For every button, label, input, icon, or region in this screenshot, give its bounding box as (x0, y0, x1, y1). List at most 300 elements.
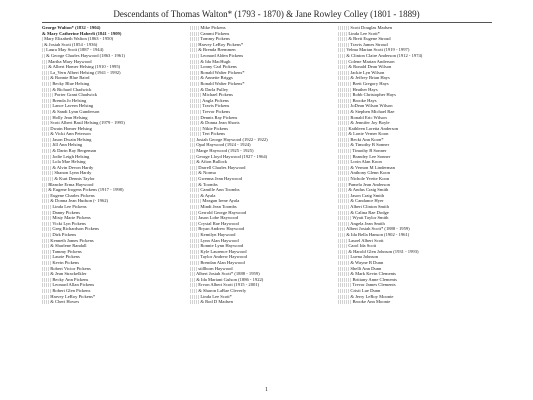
entry-name: Dwain Homer Helsing (50, 125, 92, 131)
entry-name: Kevin Pickens (52, 259, 80, 265)
entry-name: Ronald Eric Wilson (350, 114, 387, 120)
indent-bars: | | | | | | (338, 176, 351, 182)
indent-bars: | | | | | (42, 204, 53, 209)
indent-bars: | | | | | | (338, 114, 351, 120)
indent-bars: | | | | | (190, 187, 201, 193)
entry-name: & Cheri Howes (50, 299, 80, 305)
entry-name: & Kurt Dennis Taylor (54, 176, 95, 182)
entry-name: Robb Christopher Hays (352, 92, 396, 98)
entry-name: Lonny Carl Pickens (200, 64, 237, 70)
entry-name: Eugene Charles Pickens (50, 192, 95, 198)
entry-name: Kathleen Loretta Anderson (348, 125, 399, 131)
entry-name: & George Charles Haywood (1863 - 1961) (46, 52, 125, 58)
indent-bars: | | | | | (42, 254, 53, 260)
entry-name: Luena Johnson (350, 254, 379, 260)
entry-name: & Darin Ray Bergeman (52, 148, 97, 154)
entry-name: & Sharon LaRae Cleverly (198, 287, 247, 293)
indent-bars: | | | | (190, 170, 199, 176)
column-1 (42, 25, 192, 305)
entry-name: Kyle Laurence Haywood (200, 248, 247, 254)
genealogy-entry (42, 299, 192, 305)
indent-bars: | | | | | | (338, 159, 351, 165)
indent-bars: | | | | | | (338, 293, 351, 299)
indent-bars: | | | | | | | (338, 153, 353, 159)
indent-bars: | | | | | (42, 209, 53, 215)
indent-bars: | | | | | | | (338, 97, 353, 103)
entry-name: Cammi Pickens (200, 30, 230, 36)
indent-bars: | | | | (190, 41, 199, 47)
entry-name: Laurie Pickens (52, 254, 80, 260)
entry-name: Harvey LeRoy Pickens* (50, 293, 96, 299)
entry-name: & Alvin Devon Hardy (52, 164, 94, 170)
entry-name: JoDean Wilson Wilson (350, 103, 393, 109)
indent-bars: | | | | (42, 293, 51, 299)
indent-bars: | | | | | | (42, 176, 55, 182)
indent-bars: | | | (190, 153, 197, 159)
entry-name: Opal Haywood (1924 - 1924) (196, 142, 251, 148)
entry-name: Anthony Glenn Koon (350, 170, 390, 176)
entry-name: Cristi Lue Dunn (350, 287, 381, 293)
indent-bars: | | | | | (338, 131, 349, 137)
indent-bars: | | | | | (190, 204, 201, 209)
indent-bars: | | | (42, 64, 49, 70)
entry-name: Timothy B Sonner (352, 148, 387, 154)
indent-bars: | | | | | | | (338, 80, 353, 86)
indent-bars: | | | | | | (338, 142, 351, 148)
title-rule (42, 22, 492, 23)
entry-name: Dirk Pickens (52, 231, 77, 237)
entry-name: & Afton Bullock (196, 159, 228, 165)
entry-name: Laura May Scott (1887 - 1944) (46, 47, 104, 53)
entry-name: Angela Jean Smith (350, 220, 385, 226)
entry-name: Robert Victor Pickens (50, 265, 91, 271)
entry-name: Scott Douglas Madsen (350, 25, 393, 30)
indent-bars: | | | | | | (190, 103, 203, 109)
indent-bars: | | | | (190, 282, 199, 288)
indent-bars: | | | | | (190, 299, 201, 305)
entry-name: Kemilyn Haywood (200, 231, 236, 237)
indent-bars: | | | | | | (338, 41, 351, 47)
indent-bars: | | | | | (190, 36, 201, 42)
indent-bars: | | | | | | (338, 209, 351, 215)
entry-name: Jason Dwain Helsing (52, 136, 92, 142)
indent-bars: | (42, 41, 45, 47)
entry-name: Shanon Lynn Hardy (54, 170, 92, 176)
entry-name: Marge Haywood (1925 - 1925) (196, 148, 254, 154)
entry-name: Travis Pickens (202, 103, 230, 109)
indent-bars: | | | | | (42, 276, 53, 282)
indent-bars: | | | | | (190, 86, 201, 92)
entry-name: & Calina Rae Dodge (350, 209, 389, 215)
entry-name: Josiah George Haywood (1922 - 1922) (196, 136, 268, 142)
entry-name: George Lloyd Haywood (1927 - 1964) (196, 153, 268, 159)
indent-bars: | | | | | (42, 108, 53, 114)
indent-bars: | | | | | (42, 164, 53, 170)
entry-name: Jason Craig Smith (350, 192, 385, 198)
column-2 (190, 25, 340, 305)
entry-name: & Wayne B Dunn (350, 259, 384, 265)
indent-bars: | | | | | | (190, 131, 203, 137)
indent-bars: | | | | (42, 271, 51, 277)
indent-bars: | | | | | | | (338, 299, 353, 305)
indent-bars: | | | | (42, 125, 51, 131)
entry-name: & Josiah Scott (1854 - 1936) (44, 41, 98, 47)
entry-name: Albert Josiah Scott* (1888 - 1959) (195, 271, 260, 277)
indent-bars: | | | | | | (338, 254, 351, 260)
indent-bars: | | | | | (190, 58, 201, 64)
entry-name: & Vernon M Linderman (350, 164, 395, 170)
entry-name: Scott Albert Basil Helsing (1979 - 1995) (50, 120, 125, 126)
indent-bars: | | | | (42, 299, 51, 305)
entry-name: Mindi Jean Toombs (200, 204, 237, 209)
indent-bars: | | | | (338, 226, 347, 232)
entry-name: Becky Ann Pickens (52, 276, 89, 282)
entry-name: & Andus Craig Smith (348, 187, 389, 193)
entry-name: Velma Marian Scott (1919 - 1997) (346, 47, 410, 53)
indent-bars: | | | | | (338, 36, 349, 42)
entry-name: & Ida Mariani Gulson (1886 - 1922) (196, 276, 264, 282)
indent-bars: | | | | (338, 47, 347, 53)
entry-name: & Eugene Irogens Pickens (1917 - 1998) (48, 187, 124, 193)
entry-name: Wyatt Taylor Smith (352, 215, 389, 221)
indent-bars: | | | | | (190, 231, 201, 237)
indent-bars: | | | | | | | (338, 215, 353, 221)
indent-bars: | | | | | (190, 114, 201, 120)
indent-bars: | | | | | (42, 231, 53, 237)
indent-bars: | | | (190, 136, 197, 142)
indent-bars: | | | | | | (338, 259, 351, 265)
indent-bars: | | (42, 52, 47, 58)
indent-bars: | | | | | (190, 64, 201, 70)
entry-name: Martha Mary Haywood (48, 58, 92, 64)
entry-name: Trevor James Clements (352, 282, 396, 288)
indent-bars: | | | | | | | (338, 282, 353, 288)
indent-bars: | | | | | (42, 148, 53, 154)
page-title: Descendants of Thomas Walton* (1793 - 1870) & Jane Rowley Colley (1801 - 1889) (113, 9, 420, 19)
indent-bars: | | | | | (42, 215, 53, 221)
indent-bars: | | | | | | (338, 136, 351, 142)
entry-name: Linda Lee Pickens (52, 204, 87, 209)
indent-bars: | | | | | | | (338, 276, 353, 282)
indent-bars: | | | | | (42, 103, 53, 109)
entry-name: Tommy Pickens (200, 36, 230, 42)
entry-name: & Jennifer Joy Boyle (350, 120, 390, 126)
entry-name: & Toombs (198, 181, 218, 187)
entry-name: Colene Marian Anderson (348, 58, 395, 64)
entry-name: Lance Lavern Helsing (52, 103, 94, 109)
indent-bars: | | | | | | (338, 265, 351, 271)
entry-name: Holly Jean Helsing (52, 114, 88, 120)
entry-name: George Walton* (1832 - 1904) (42, 25, 101, 30)
indent-bars: | | | | | | (338, 120, 351, 126)
entry-name: La_Vern Albert Helsing (1941 - 1992) (50, 69, 121, 75)
entry-name: Jason Lobe Haywood (198, 215, 239, 221)
entry-name: Becki Ann Koon* (350, 136, 384, 142)
indent-bars: | | | | | (190, 237, 201, 243)
indent-bars: | | | | (42, 192, 51, 198)
indent-bars: | | | | | (338, 248, 349, 254)
indent-bars: | | | | | | (338, 25, 351, 30)
entry-name: Jill Ann Helsing (52, 142, 83, 148)
indent-bars: | | | | | (338, 181, 349, 187)
entry-name: & Brenda Bremmen (198, 47, 236, 53)
entry-name: Trevor Pickens (202, 108, 231, 114)
entry-name: Tammy Pickens (52, 248, 82, 254)
entry-name: Brett Gregory Hays (352, 80, 389, 86)
entry-name: Meagan Irene Ayala (202, 198, 240, 204)
entry-name: Mary Elizabeth Walton (1863 - 1950) (44, 36, 114, 42)
entry-name: Gerrold George Haywood (198, 209, 247, 215)
entry-name: Gwenna Jean Haywood (198, 176, 242, 182)
indent-bars: | | | | (42, 69, 51, 75)
entry-name: & Mark Kevin Clements (350, 271, 396, 277)
indent-bars: | | | | (338, 231, 347, 237)
entry-name: & Candance Hyer (350, 198, 384, 204)
indent-bars: | | | (190, 159, 197, 165)
entry-name: Ronnie Lynn Haywood (200, 243, 244, 249)
indent-bars: | | | | (42, 131, 51, 137)
indent-bars: | | | | (190, 164, 199, 170)
indent-bars: | | | | (190, 220, 199, 226)
entry-name: & Donna Jean Shorts (200, 120, 240, 126)
indent-bars: | | | | (42, 75, 51, 81)
entry-name: Jodie Leigh Helsing (52, 153, 90, 159)
indent-bars: | | | | (190, 47, 199, 53)
indent-bars: | | | | (42, 120, 51, 126)
indent-bars: | | | | (190, 265, 199, 271)
indent-bars: | | | | | (42, 282, 53, 288)
indent-bars: | | | (42, 187, 49, 193)
indent-bars: | | | | | (42, 220, 53, 226)
entry-name: & Rod D Madsen (200, 299, 233, 305)
indent-bars: | | | | | | (42, 92, 55, 98)
entry-name: Becky Blue Helsing (52, 80, 90, 86)
entry-name: & Jerry LeRoy Moonie (350, 293, 394, 299)
entry-name: Brendan Alan Haywood (200, 259, 245, 265)
entry-name: Dennis Ray Pickens (200, 114, 238, 120)
indent-bars: | | | | | | | (338, 148, 353, 154)
entry-name: & Albert Homer Helsing (1910 - 1995) (48, 64, 121, 70)
entry-name: Brooke Ann Moonie (352, 299, 391, 305)
indent-bars: | | | (190, 276, 197, 282)
entry-name: Blanche Erma Haywood (48, 181, 94, 187)
indent-bars: | | | | | (42, 248, 53, 254)
entry-name: Teri Pickens (202, 131, 226, 137)
entry-name: & Clinton Claire Anderson (1912 - 1974) (346, 52, 423, 58)
entry-name: Shelli Ann Dunn (350, 265, 382, 271)
indent-bars: | | | | | (190, 259, 201, 265)
entry-name: Greg Richardson Pickens (52, 226, 100, 232)
indent-bars: | | | | | (42, 97, 53, 103)
indent-bars: | | | | | (338, 187, 349, 193)
entry-name: Danny Pickens (52, 209, 81, 215)
entry-name: Heather Hays (352, 86, 378, 92)
entry-name: Porter Grant Chadwick (54, 92, 98, 98)
genealogy-entry (190, 299, 340, 305)
indent-bars: | | | | | (42, 153, 53, 159)
entry-name: Camille Ann Toombs (200, 187, 240, 193)
indent-bars: | | | (42, 181, 49, 187)
indent-bars: | | | (190, 271, 196, 277)
indent-bars: | | | | | | (338, 75, 351, 81)
indent-bars: | | | | | (42, 80, 53, 86)
entry-name: & Jean Strackelkler (50, 271, 87, 277)
indent-bars: | | | | | (190, 254, 201, 260)
entry-name: Leonard Alden Pickens (200, 52, 244, 58)
indent-bars: | | | | | (190, 248, 201, 254)
indent-bars: | | | | | (190, 120, 201, 126)
entry-name: Albert Josiah Scott* (1888 - 1959) (346, 226, 410, 232)
indent-bars: | | | | | | (338, 204, 351, 209)
indent-bars: | | | | | (42, 287, 53, 293)
indent-bars: | | | | | (42, 114, 53, 120)
entry-name: & Ida MacHugh (200, 58, 231, 64)
entry-name: Robert Glen Pickens (52, 287, 91, 293)
indent-bars: | | | | | | (190, 108, 203, 114)
indent-bars: | | | | | (338, 30, 349, 36)
entry-name: & Brett Eugene Stroud (348, 36, 391, 42)
indent-bars: | | | | | (190, 25, 201, 30)
entry-name: Linda Lee Scott* (348, 30, 380, 36)
entry-name: & Annette Briggs (200, 75, 233, 81)
entry-name: & Sandi Lynn Gunderson (52, 108, 100, 114)
indent-bars: | | | | | (42, 86, 53, 92)
entry-name: & Jeffrey Brian Hays (350, 75, 390, 81)
indent-bars: | | | | | | (190, 198, 203, 204)
entry-name: & Darla Pulley (200, 86, 229, 92)
indent-bars: | | | | | | (190, 125, 203, 131)
indent-bars: | | | | | (42, 259, 53, 265)
indent-bars: | | | | | | (338, 164, 351, 170)
indent-bars: | | | | (190, 287, 199, 293)
entry-name: & Richard Chadwick (52, 86, 92, 92)
indent-bars: | | | | (190, 209, 199, 215)
entry-name: Nikie Pickens (202, 125, 229, 131)
indent-bars: | | | | | (190, 192, 201, 198)
entry-name: Laurel Albert Scott (348, 237, 384, 243)
indent-bars: | | | | (190, 226, 199, 232)
entry-name: Nichole Yvette Koon (350, 176, 390, 182)
entry-name: Brandey Lee Sonner (352, 153, 391, 159)
entry-name: & Norma (198, 170, 216, 176)
indent-bars: | | | | | | (42, 170, 55, 176)
indent-bars: | | | | | (42, 159, 53, 165)
indent-bars: | | | | | | (338, 198, 351, 204)
indent-bars: | | | | | | | (338, 86, 353, 92)
indent-bars: | | | | | (338, 237, 349, 243)
indent-bars: | | | | | | (338, 103, 351, 109)
entry-name: Harvey LeRoy Pickens* (198, 41, 244, 47)
indent-bars: | | | | | (42, 136, 53, 142)
entry-name: Kenneth James Pickens (50, 237, 94, 243)
indent-bars: | | | | | | (338, 220, 351, 226)
indent-bars: | | | | | | (190, 92, 203, 98)
entry-name: Angla Pickens (202, 97, 229, 103)
indent-bars: | | | | | (42, 226, 53, 232)
column-3 (338, 25, 488, 305)
entry-name: & Ronald Dean Wilson (348, 64, 392, 70)
indent-bars: | | | | (190, 176, 199, 182)
entry-name: Taylor Andrew Haywood (200, 254, 247, 260)
indent-bars: | | | | | (190, 293, 201, 299)
indent-bars: | | | | | (338, 125, 349, 131)
entry-name: Bryan Andrew Haywood (198, 226, 245, 232)
entry-name: & Donna Jean Hudson (- 1962) (50, 198, 109, 204)
entry-name: & Lonie Verner Koon (348, 131, 389, 137)
indent-bars: | | | | | | (338, 69, 351, 75)
entry-name: Brenda Jo Helsing (52, 97, 87, 103)
indent-bars: | (42, 36, 45, 42)
entry-name: Lola Mae Helsing (52, 159, 86, 165)
entry-name: Lorin Alan Koon (350, 159, 382, 165)
indent-bars: | | | (190, 148, 197, 154)
indent-bars: | | | | (338, 52, 347, 58)
page-number: 1 (265, 387, 268, 393)
entry-name: & Timothy B Sonner (350, 142, 390, 148)
entry-name: & Bonnie Blue Baird (50, 75, 90, 81)
entry-name: Mike Pickens (200, 25, 226, 30)
entry-name: & Harold Glen Johnson (1931 - 1993) (348, 248, 419, 254)
entry-name: Linda Lee Scott* (200, 293, 232, 299)
indent-bars: | | | | | | (338, 271, 351, 277)
indent-bars: | | (42, 47, 47, 53)
entry-name: Albert Clinton Smith (350, 204, 389, 209)
entry-name: Brittany Anne Clements (352, 276, 397, 282)
entry-name: Crystal Rae Haywood (198, 220, 239, 226)
entry-name: Misty Marie Pickens (52, 215, 91, 221)
indent-bars: | | | | | (190, 243, 201, 249)
entry-name: Vicki Lyn Pickens (52, 220, 86, 226)
entry-name: Ronald Walter Pickens* (200, 80, 245, 86)
indent-bars: | | | | (190, 181, 199, 187)
indent-bars: | | | | | | (338, 287, 351, 293)
indent-bars: | | | | (42, 265, 51, 271)
entry-name: Ronald Walter Pickens* (200, 69, 245, 75)
entry-name: & Ida Bella Hanson (1902 - 1961) (346, 231, 410, 237)
entry-name: Michael Pickens (202, 92, 233, 98)
indent-bars: | | | | (190, 215, 199, 221)
indent-bars: | | | | | (190, 69, 201, 75)
genealogy-entry (338, 299, 488, 305)
indent-bars: | | | | | (190, 30, 201, 36)
indent-bars: | | | | | | (338, 108, 351, 114)
indent-bars: | | | | (42, 243, 51, 249)
indent-bars: | | | | | | | (338, 92, 353, 98)
entry-name: Leonard Allan Pickens (52, 282, 95, 288)
entry-name: Ervon Albert Scott (1915 - 2001) (198, 282, 260, 288)
indent-bars: | | | | (42, 237, 51, 243)
indent-bars: | | | (42, 58, 49, 64)
indent-bars: | | | | | (338, 243, 349, 249)
entry-name: Lynn Alan Haywood (200, 237, 239, 243)
indent-bars: | | | | | (190, 75, 201, 81)
indent-bars: | | | | | (42, 142, 53, 148)
indent-bars: | | | (190, 142, 197, 148)
indent-bars: | | | | | | (338, 192, 351, 198)
entry-name: & Ayala (200, 192, 216, 198)
indent-bars: | | | | | (190, 80, 201, 86)
indent-bars: | | | | | (338, 64, 349, 70)
indent-bars: | | | | (42, 198, 51, 204)
entry-name: & Stephen Michael Rae (350, 108, 395, 114)
entry-name: Travis James Stroud (350, 41, 388, 47)
entry-name: & Sharlene Randall (50, 243, 87, 249)
entry-name: Brooke Hays (352, 97, 377, 103)
entry-name: & Mary Catherine Haberli (1841 - 1909) (42, 30, 122, 36)
entry-name: & Vicki Ann Peterson (50, 131, 91, 137)
indent-bars: | | | | | | (338, 170, 351, 176)
entry-name: Pamela Jean Anderson (348, 181, 390, 187)
